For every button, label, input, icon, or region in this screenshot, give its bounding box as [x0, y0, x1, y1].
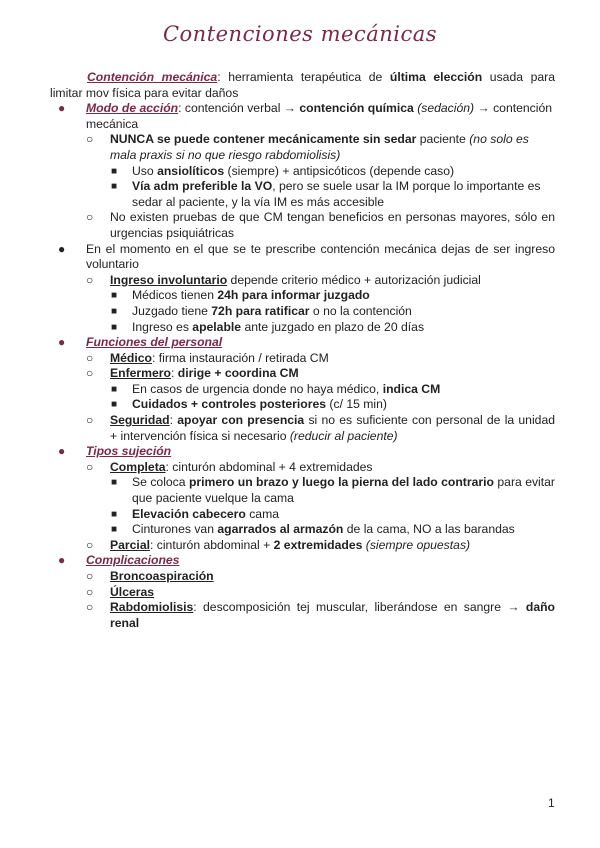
juzgado-72h-text-1: Juzgado tiene	[132, 303, 212, 318]
intro-paragraph	[50, 70, 555, 101]
bullet-square-icon: ■	[111, 290, 118, 302]
parcial-term: Parcial	[110, 537, 150, 552]
enfermero-bold: dirige + coordina CM	[177, 366, 299, 381]
bullet-dot-icon: ●	[58, 335, 66, 350]
nunca-italic: (no solo es mala praxis si no que riesgo rabdomiolisis)	[110, 132, 529, 162]
list-item-ingreso-involuntario	[86, 273, 555, 335]
ulceras-term: Úlceras	[110, 584, 155, 599]
cinturones-text-2: de la cama, NO a las barandas	[343, 522, 515, 537]
bullet-circle-icon: ○	[86, 584, 94, 599]
list-item-nunca	[86, 132, 555, 210]
medico-term: Médico	[110, 350, 152, 365]
seguridad-text-2: si no es suficiente con personal de la unidad + intervención física si necesario	[110, 413, 555, 443]
bullet-square-icon: ■	[111, 321, 118, 333]
list-item-modo	[50, 101, 555, 241]
modo-sublist	[86, 132, 555, 241]
list-item-apelable	[110, 320, 555, 336]
apelable-bold: apelable	[192, 319, 242, 334]
intro-bold: última elección	[389, 70, 483, 84]
bullet-square-icon: ■	[111, 305, 118, 317]
complicaciones-sublist	[86, 569, 555, 631]
list-item-seguridad	[86, 413, 555, 444]
document-body	[50, 70, 555, 631]
list-item-urgencia	[110, 382, 555, 398]
list-item-se-coloca	[110, 475, 555, 506]
seguridad-term: Seguridad	[110, 413, 170, 428]
bullet-circle-icon: ○	[86, 413, 94, 428]
via-adm-text: , pero se suele usar la IM porque lo importante es sedar al paciente, y la vía IM es más accesible	[132, 179, 541, 209]
enfermero-text: :	[170, 366, 178, 381]
bullet-circle-icon: ○	[86, 537, 94, 552]
parcial-bold: 2 extremidades	[273, 537, 363, 552]
heading-tipos: Tipos sujeción	[86, 444, 172, 459]
tipos-sublist	[86, 460, 555, 554]
medicos-24h-bold: 24h para informar juzgado	[217, 288, 370, 303]
parcial-text: : cinturón abdominal +	[149, 537, 274, 552]
list-item-cinturones	[110, 522, 555, 538]
list-item-cuidados	[110, 397, 555, 413]
ingreso-involuntario-term: Ingreso involuntario	[110, 272, 228, 287]
seguridad-italic: (reducir al paciente)	[289, 428, 398, 443]
urgencia-bold: indica CM	[382, 381, 441, 396]
seguridad-bold: apoyar con presencia	[177, 413, 305, 428]
list-item-parcial	[86, 538, 555, 554]
list-item-ulceras	[86, 585, 555, 601]
bullet-dot-icon: ●	[58, 444, 66, 459]
rabdomiolisis-text: : descomposición tej muscular, liberándose en sangre →	[193, 600, 526, 615]
bullet-circle-icon: ○	[86, 272, 94, 287]
bullet-circle-icon: ○	[86, 459, 94, 474]
bullet-square-icon: ■	[111, 508, 118, 520]
cinturones-text-1: Cinturones van	[132, 522, 218, 537]
elevacion-text: cama	[245, 506, 280, 521]
list-item-medicos-24h	[110, 288, 555, 304]
bullet-square-icon: ■	[111, 383, 118, 395]
broncoaspiracion-term: Broncoaspiración	[110, 569, 214, 583]
bullet-dot-icon: ●	[58, 101, 66, 116]
rabdomiolisis-term: Rabdomiolisis	[110, 600, 194, 615]
list-item-funciones	[50, 335, 555, 444]
modo-italic: (sedación)	[413, 101, 475, 116]
page-number: 1	[548, 796, 555, 810]
list-item-no-pruebas	[86, 210, 555, 241]
bullet-dot-icon: ●	[58, 241, 66, 256]
ingreso-text: En el momento en el que se te prescribe contención mecánica dejas de ser ingreso voluntario	[86, 241, 555, 272]
ingreso-sublist	[86, 273, 555, 335]
nunca-text: paciente	[416, 132, 470, 147]
se-coloca-bold: primero un brazo y luego la pierna del lado contrario	[188, 475, 494, 490]
funciones-sublist	[86, 351, 555, 445]
bullet-circle-icon: ○	[86, 132, 94, 147]
urgencia-text: En casos de urgencia donde no haya médico,	[132, 381, 383, 396]
completa-text: : cinturón abdominal + 4 extremidades	[165, 459, 373, 474]
intro-text-2: usada para limitar mov física para evitar daños	[50, 70, 555, 100]
via-adm-bold: Vía adm preferible la VO	[132, 179, 273, 194]
modo-text-1: : contención verbal →	[178, 101, 300, 116]
ingreso-involuntario-sublist	[110, 288, 555, 335]
main-list	[50, 101, 555, 631]
bullet-circle-icon: ○	[86, 600, 94, 615]
ingreso-involuntario-text: depende criterio médico + autorización judicial	[227, 272, 481, 287]
heading-funciones: Funciones del personal	[86, 335, 223, 350]
parcial-italic: (siempre opuestas)	[362, 537, 471, 552]
cuidados-bold: Cuidados + controles posteriores	[132, 397, 327, 412]
list-item-enfermero	[86, 366, 555, 413]
bullet-circle-icon: ○	[86, 210, 94, 225]
list-item-ansioliticos	[110, 164, 555, 180]
rabdomiolisis-bold: daño renal	[110, 600, 555, 630]
list-item-rabdomiolisis	[86, 600, 555, 631]
completa-term: Completa	[110, 459, 166, 474]
enfermero-sublist	[110, 382, 555, 413]
juzgado-72h-bold: 72h para ratificar	[211, 303, 310, 318]
list-item-via-adm	[110, 179, 555, 210]
bullet-square-icon: ■	[111, 181, 118, 193]
medicos-24h-text: Médicos tienen	[132, 288, 218, 303]
ansioliticos-text-2: (siempre) + antipsicóticos (depende caso)	[224, 163, 455, 178]
bullet-dot-icon: ●	[58, 553, 66, 568]
list-item-broncoaspiracion	[86, 569, 555, 585]
nunca-bold: NUNCA se puede contener mecánicamente sin sedar	[110, 132, 417, 147]
apelable-text-1: Ingreso es	[132, 319, 193, 334]
list-item-medico	[86, 351, 555, 367]
no-pruebas-text: No existen pruebas de que CM tengan beneficios en personas mayores, sólo en urgencias psiquiátricas	[110, 210, 555, 240]
nunca-sublist	[110, 164, 555, 211]
heading-modo: Modo de acción	[86, 101, 179, 116]
modo-bold: contención química	[299, 101, 414, 116]
bullet-circle-icon: ○	[86, 569, 94, 583]
intro-term: Contención mecánica	[87, 70, 218, 84]
juzgado-72h-text-2: o no la contención	[309, 303, 412, 318]
cuidados-text: (c/ 15 min)	[326, 397, 387, 412]
enfermero-term: Enfermero	[110, 366, 171, 381]
list-item-tipos	[50, 444, 555, 553]
list-item-complicaciones	[50, 553, 555, 631]
medico-text: : firma instauración / retirada CM	[151, 350, 329, 365]
intro-text-1: : herramienta terapéutica de	[217, 70, 390, 84]
list-item-juzgado-72h	[110, 304, 555, 320]
list-item-ingreso	[50, 242, 555, 336]
elevacion-bold: Elevación cabecero	[132, 506, 246, 521]
apelable-text-2: ante juzgado en plazo de 20 días	[241, 319, 425, 334]
page-title: Contenciones mecánicas	[162, 22, 438, 46]
ansioliticos-text-1: Uso	[132, 163, 158, 178]
modo-text-2: → contención mecánica	[86, 101, 553, 131]
bullet-square-icon: ■	[111, 165, 118, 177]
bullet-square-icon: ■	[111, 477, 118, 489]
heading-complicaciones: Complicaciones	[86, 553, 180, 568]
completa-sublist	[110, 475, 555, 537]
bullet-circle-icon: ○	[86, 350, 94, 365]
ansioliticos-bold: ansiolíticos	[157, 163, 225, 178]
bullet-square-icon: ■	[111, 399, 118, 411]
list-item-elevacion	[110, 507, 555, 523]
bullet-square-icon: ■	[111, 524, 118, 536]
seguridad-text-1: :	[169, 413, 178, 428]
bullet-circle-icon: ○	[86, 366, 94, 381]
se-coloca-text-1: Se coloca	[132, 475, 189, 490]
se-coloca-text-2: para evitar que paciente vuelque la cama	[132, 475, 555, 506]
list-item-completa	[86, 460, 555, 538]
cinturones-bold: agarrados al armazón	[217, 522, 344, 537]
